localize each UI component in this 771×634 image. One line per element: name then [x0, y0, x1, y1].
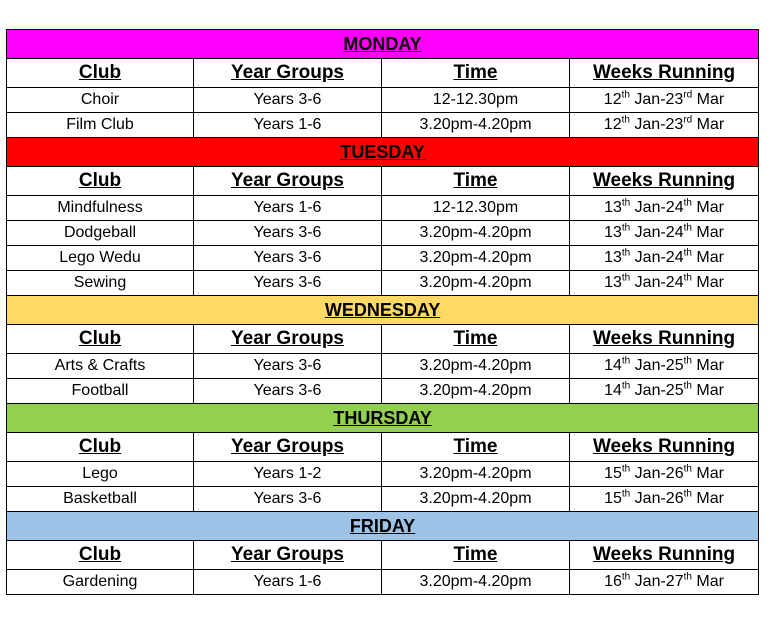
club-name: Basketball	[7, 487, 194, 512]
club-name: Gardening	[7, 570, 194, 595]
start-day: 13	[604, 249, 622, 266]
start-day: 12	[603, 116, 622, 133]
start-suffix: th	[621, 463, 631, 475]
end-suffix: rd	[683, 89, 693, 101]
end-month: Mar	[696, 249, 724, 266]
weeks-running: 12th Jan-23rd Mar	[570, 88, 759, 113]
column-header-row	[7, 59, 759, 88]
table-row	[7, 487, 759, 512]
header-time: Time	[382, 433, 570, 462]
year-groups: Years 1-6	[194, 570, 382, 595]
day-header-thursday	[7, 404, 759, 433]
start-month: Jan	[634, 490, 661, 507]
column-header-row	[7, 433, 759, 462]
club-time: 3.20pm-4.20pm	[382, 379, 570, 404]
end-suffix: th	[683, 272, 692, 284]
start-suffix: th	[621, 114, 630, 126]
end-suffix: th	[683, 571, 692, 583]
header-time: Time	[382, 167, 570, 196]
weeks-running: 15th Jan-26th Mar	[570, 487, 759, 512]
start-month: Jan	[634, 91, 661, 108]
header-year-groups: Year Groups	[194, 325, 382, 354]
end-month: Mar	[696, 116, 725, 133]
start-month: Jan	[634, 224, 661, 241]
table-row	[7, 196, 759, 221]
day-name: TUESDAY	[7, 138, 759, 167]
start-day: 14	[604, 357, 622, 374]
header-year-groups: Year Groups	[194, 59, 382, 88]
club-name: Dodgeball	[7, 221, 194, 246]
start-suffix: th	[621, 571, 631, 583]
table-row	[7, 379, 759, 404]
weeks-running: 15th Jan-26th Mar	[570, 462, 759, 487]
schedule-table	[6, 29, 759, 595]
end-suffix: rd	[683, 114, 693, 126]
club-name: Film Club	[7, 113, 194, 138]
club-time: 3.20pm-4.20pm	[382, 462, 570, 487]
table-row	[7, 354, 759, 379]
start-suffix: th	[621, 247, 631, 259]
end-month: Mar	[696, 465, 724, 482]
start-suffix: th	[621, 222, 631, 234]
club-time: 3.20pm-4.20pm	[382, 487, 570, 512]
end-suffix: th	[683, 247, 692, 259]
weeks-running: 13th Jan-24th Mar	[570, 246, 759, 271]
start-suffix: th	[621, 89, 630, 101]
club-time: 3.20pm-4.20pm	[382, 271, 570, 296]
day-header-monday	[7, 30, 759, 59]
year-groups: Years 3-6	[194, 246, 382, 271]
club-time: 12-12.30pm	[382, 88, 570, 113]
end-day: 24	[665, 199, 684, 216]
weeks-running: 13th Jan-24th Mar	[570, 271, 759, 296]
end-day: 23	[665, 116, 684, 133]
header-year-groups: Year Groups	[194, 167, 382, 196]
end-month: Mar	[696, 357, 724, 374]
end-day: 26	[665, 465, 684, 482]
day-name: MONDAY	[7, 30, 759, 59]
start-day: 15	[604, 490, 622, 507]
club-time: 3.20pm-4.20pm	[382, 246, 570, 271]
header-time: Time	[382, 59, 570, 88]
start-suffix: th	[621, 380, 631, 392]
header-weeks-running: Weeks Running	[570, 167, 759, 196]
table-row	[7, 221, 759, 246]
club-time: 3.20pm-4.20pm	[382, 221, 570, 246]
start-month: Jan	[634, 465, 661, 482]
end-suffix: th	[683, 463, 692, 475]
header-time: Time	[382, 325, 570, 354]
start-month: Jan	[634, 573, 661, 590]
table-row	[7, 113, 759, 138]
end-day: 25	[665, 382, 684, 399]
start-suffix: th	[621, 197, 631, 209]
end-day: 26	[665, 490, 684, 507]
year-groups: Years 3-6	[194, 221, 382, 246]
start-month: Jan	[634, 116, 661, 133]
end-month: Mar	[696, 91, 725, 108]
start-suffix: th	[621, 355, 631, 367]
header-year-groups: Year Groups	[194, 541, 382, 570]
start-month: Jan	[634, 382, 661, 399]
club-name: Choir	[7, 88, 194, 113]
year-groups: Years 3-6	[194, 88, 382, 113]
end-day: 24	[665, 224, 684, 241]
start-suffix: th	[621, 488, 631, 500]
header-club: Club	[7, 541, 194, 570]
end-day: 24	[665, 274, 684, 291]
column-header-row	[7, 167, 759, 196]
start-day: 15	[604, 465, 622, 482]
year-groups: Years 3-6	[194, 379, 382, 404]
end-suffix: th	[683, 380, 692, 392]
year-groups: Years 3-6	[194, 487, 382, 512]
start-suffix: th	[621, 272, 631, 284]
end-month: Mar	[696, 382, 724, 399]
year-groups: Years 3-6	[194, 354, 382, 379]
header-time: Time	[382, 541, 570, 570]
table-row	[7, 570, 759, 595]
start-day: 13	[604, 224, 622, 241]
weeks-running: 12th Jan-23rd Mar	[570, 113, 759, 138]
end-suffix: th	[683, 222, 692, 234]
header-weeks-running: Weeks Running	[570, 541, 759, 570]
day-name: FRIDAY	[7, 512, 759, 541]
end-month: Mar	[696, 224, 724, 241]
table-row	[7, 462, 759, 487]
day-header-wednesday	[7, 296, 759, 325]
start-month: Jan	[634, 199, 661, 216]
end-month: Mar	[696, 490, 724, 507]
table-row	[7, 88, 759, 113]
club-schedule	[6, 29, 758, 595]
club-name: Arts & Crafts	[7, 354, 194, 379]
club-name: Sewing	[7, 271, 194, 296]
end-suffix: th	[683, 355, 692, 367]
day-header-tuesday	[7, 138, 759, 167]
end-day: 27	[665, 573, 684, 590]
header-club: Club	[7, 59, 194, 88]
header-club: Club	[7, 433, 194, 462]
start-day: 16	[604, 573, 622, 590]
start-month: Jan	[634, 274, 661, 291]
end-suffix: th	[683, 488, 692, 500]
day-header-friday	[7, 512, 759, 541]
header-club: Club	[7, 325, 194, 354]
day-name: THURSDAY	[7, 404, 759, 433]
club-name: Mindfulness	[7, 196, 194, 221]
end-month: Mar	[696, 573, 724, 590]
header-year-groups: Year Groups	[194, 433, 382, 462]
club-name: Football	[7, 379, 194, 404]
weeks-running: 16th Jan-27th Mar	[570, 570, 759, 595]
header-club: Club	[7, 167, 194, 196]
weeks-running: 13th Jan-24th Mar	[570, 221, 759, 246]
start-day: 13	[604, 274, 622, 291]
end-day: 25	[665, 357, 684, 374]
start-day: 13	[604, 199, 622, 216]
year-groups: Years 3-6	[194, 271, 382, 296]
club-time: 3.20pm-4.20pm	[382, 354, 570, 379]
table-row	[7, 246, 759, 271]
header-weeks-running: Weeks Running	[570, 325, 759, 354]
club-name: Lego	[7, 462, 194, 487]
end-day: 23	[665, 91, 684, 108]
end-month: Mar	[696, 199, 724, 216]
club-time: 3.20pm-4.20pm	[382, 113, 570, 138]
weeks-running: 13th Jan-24th Mar	[570, 196, 759, 221]
club-name: Lego Wedu	[7, 246, 194, 271]
weeks-running: 14th Jan-25th Mar	[570, 379, 759, 404]
year-groups: Years 1-2	[194, 462, 382, 487]
year-groups: Years 1-6	[194, 196, 382, 221]
start-month: Jan	[634, 357, 661, 374]
column-header-row	[7, 325, 759, 354]
start-day: 12	[603, 91, 622, 108]
club-time: 3.20pm-4.20pm	[382, 570, 570, 595]
end-month: Mar	[696, 274, 724, 291]
weeks-running: 14th Jan-25th Mar	[570, 354, 759, 379]
start-month: Jan	[634, 249, 661, 266]
header-weeks-running: Weeks Running	[570, 433, 759, 462]
header-weeks-running: Weeks Running	[570, 59, 759, 88]
day-name: WEDNESDAY	[7, 296, 759, 325]
club-time: 12-12.30pm	[382, 196, 570, 221]
column-header-row	[7, 541, 759, 570]
end-suffix: th	[683, 197, 692, 209]
start-day: 14	[604, 382, 622, 399]
year-groups: Years 1-6	[194, 113, 382, 138]
end-day: 24	[665, 249, 684, 266]
table-row	[7, 271, 759, 296]
